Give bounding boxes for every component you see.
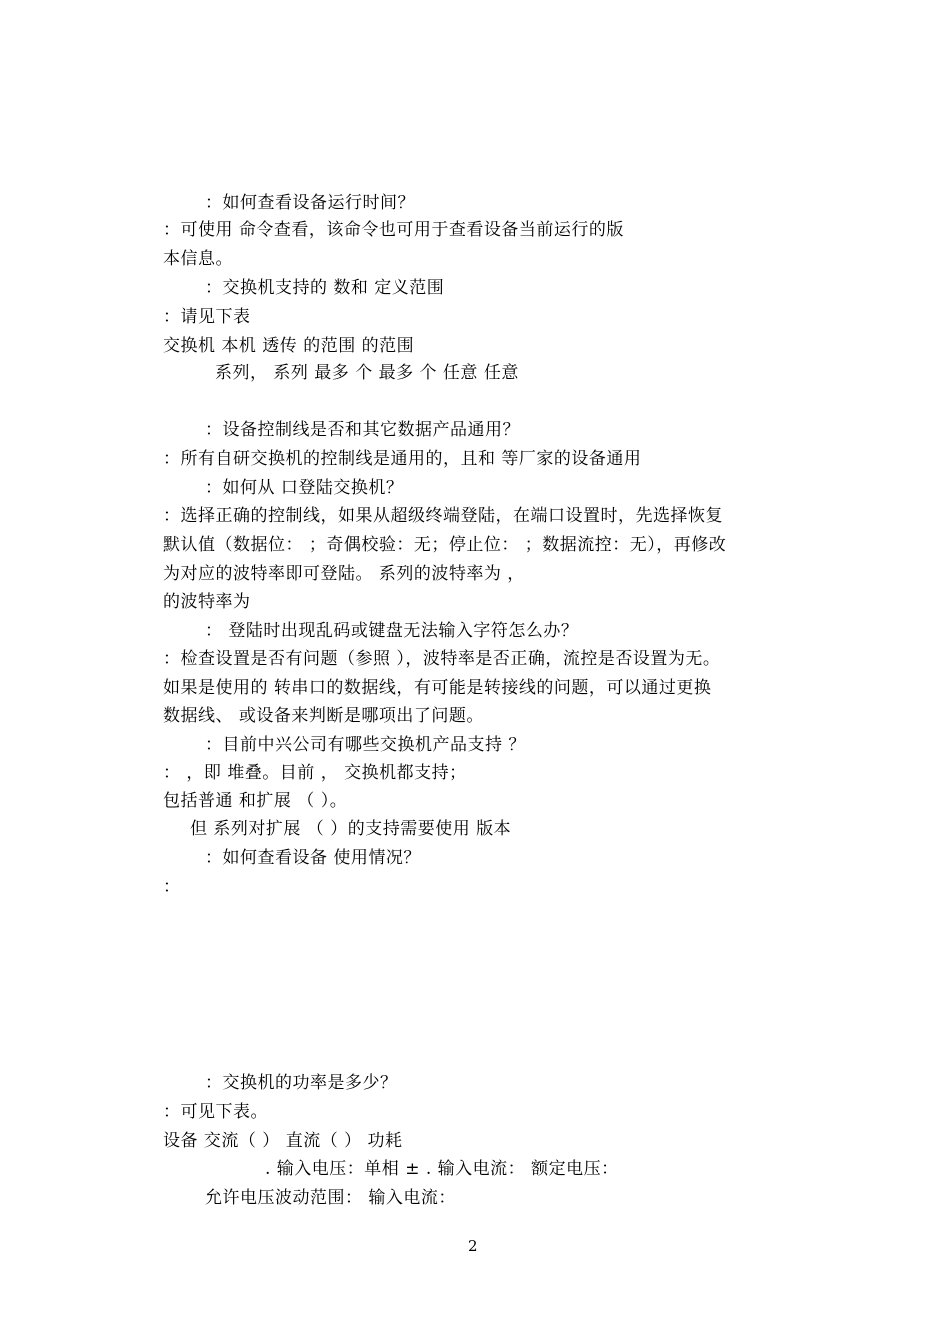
answer-garbled-3: 数据线、 或设备来判断是哪项出了问题。 xyxy=(163,706,484,726)
power-table-row-1: . 输入电压：单相 ± . 输入电流： 额定电压： xyxy=(265,1159,619,1179)
answer-uptime-2: 本信息。 xyxy=(163,249,233,269)
question-power: ：交换机的功率是多少？ xyxy=(205,1073,398,1093)
answer-console-login-3: 为对应的波特率即可登陆。 系列的波特率为 ， xyxy=(163,564,525,584)
answer-console-login-2: 默认值（数据位： ；奇偶校验：无；停止位： ；数据流控：无），再修改 xyxy=(163,535,727,555)
answer-console-login-1: ：选择正确的控制线，如果从超级终端登陆，在端口设置时，先选择恢复 xyxy=(163,506,723,526)
answer-console-cable: ：所有自研交换机的控制线是通用的，且和 等厂家的设备通用 xyxy=(163,449,642,469)
question-stacking: ：目前中兴公司有哪些交换机产品支持 ？ xyxy=(205,735,526,755)
answer-uptime-1: ：可使用 命令查看，该命令也可用于查看设备当前运行的版 xyxy=(163,220,624,240)
page-number: 2 xyxy=(468,1237,478,1255)
answer-stacking-1: ： ，即 堆叠。目前 ， 交换机都支持； xyxy=(163,763,467,783)
table-header-row: 交换机 本机 透传 的范围 的范围 xyxy=(163,336,415,356)
table-data-row: 系列， 系列 最多 个 最多 个 任意 任意 xyxy=(215,363,519,383)
question-usage: ：如何查看设备 使用情况？ xyxy=(205,848,421,868)
answer-usage: ： xyxy=(163,877,181,897)
question-console-cable: ：设备控制线是否和其它数据产品通用？ xyxy=(205,420,520,440)
power-table-header: 设备 交流（ ） 直流（ ） 功耗 xyxy=(163,1131,403,1151)
power-table-row-2: 允许电压波动范围： 输入电流： xyxy=(205,1188,456,1208)
question-uptime: ：如何查看设备运行时间？ xyxy=(205,193,415,213)
question-vlan-range: ：交换机支持的 数和 定义范围 xyxy=(205,278,445,298)
answer-power: ：可见下表。 xyxy=(163,1102,268,1122)
answer-console-login-4: 的波特率为 xyxy=(163,592,251,612)
question-console-login: ：如何从 口登陆交换机？ xyxy=(205,478,404,498)
answer-stacking-3: 但 系列对扩展 （ ）的支持需要使用 版本 xyxy=(190,819,512,839)
answer-garbled-2: 如果是使用的 转串口的数据线，有可能是转接线的问题，可以通过更换 xyxy=(163,678,712,698)
answer-stacking-2: 包括普通 和扩展 （ ）。 xyxy=(163,791,348,811)
question-garbled-text: ： 登陆时出现乱码或键盘无法输入字符怎么办？ xyxy=(205,621,579,641)
answer-vlan-range: ：请见下表 xyxy=(163,307,251,327)
answer-garbled-1: ：检查设置是否有问题（参照 ），波特率是否正确，流控是否设置为无。 xyxy=(163,649,721,669)
